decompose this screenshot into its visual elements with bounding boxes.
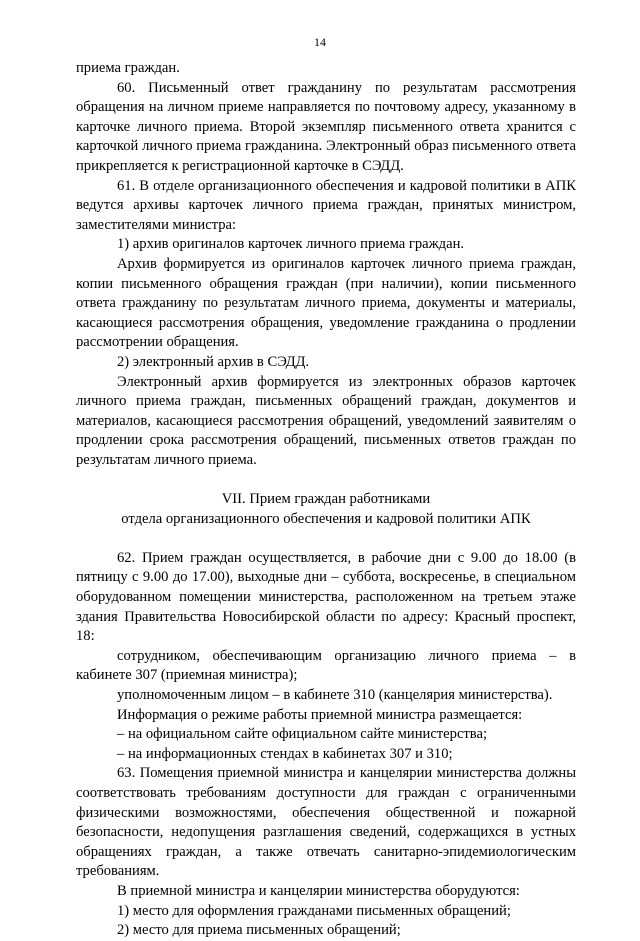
list-item: – на официальном сайте официальном сайте министерства; bbox=[117, 726, 488, 743]
list-item-1: 1) архив оригиналов карточек личного приема граждан. bbox=[117, 236, 465, 253]
paragraph-60: 60. Письменный ответ гражданину по результатам рассмотрения обращения на личном приеме направляется по почтовому адресу, указанному в карточке личного приема. Второй экземпляр письменного ответа хранится с карточкой личного приема гражданина. Электронный образ письменного ответа прикрепляется к регистрационной карточке в СЭДД. bbox=[76, 79, 576, 174]
paragraph: уполномоченным лицом – в кабинете 310 (канцелярия министерства). bbox=[117, 687, 553, 703]
paragraph: приема граждан. bbox=[76, 60, 180, 76]
paragraph-61: 61. В отделе организационного обеспечения и кадровой политики в АПК ведутся архивы карточек личного приема граждан, принятых министром, заместителями министра: bbox=[76, 177, 576, 233]
spacer bbox=[76, 470, 576, 490]
list-item-2: 2) место для приема письменных обращений; bbox=[117, 922, 401, 939]
section-subheading: отдела организационного обеспечения и кадровой политики АПК bbox=[121, 510, 531, 527]
paragraph: сотрудником, обеспечивающим организацию личного приема – в кабинете 307 (приемная министра); bbox=[76, 647, 576, 684]
section-heading: VII. Прием граждан работниками bbox=[221, 491, 431, 508]
spacer bbox=[76, 529, 576, 549]
paragraph: В приемной министра и канцелярии министерства оборудуются: bbox=[117, 882, 520, 899]
list-item-2: 2) электронный архив в СЭДД. bbox=[117, 353, 310, 370]
paragraph: Архив формируется из оригиналов карточек личного приема граждан, копии письменного обращения граждан (при наличии), копии письменного ответа гражданину по результатам личного приема, документы и материалы, касающиеся рассмотрения обращения, уведомление гражданина о продлении рассмотрении обращения. bbox=[76, 255, 576, 351]
document-body bbox=[76, 59, 576, 941]
paragraph: Информация о режиме работы приемной министра размещается: bbox=[117, 706, 523, 723]
list-item: – на информационных стендах в кабинетах 307 и 310; bbox=[117, 745, 453, 762]
list-item-1: 1) место для оформления гражданами письменных обращений; bbox=[117, 902, 511, 919]
page-number: 14 bbox=[314, 35, 326, 49]
paragraph-63: 63. Помещения приемной министра и канцелярии министерства должны соответствовать требованиям доступности для граждан с ограниченными физическими возможностями, обеспечения общественной и пожарной безопасности, недопущения разглашения сведений, содержащихся в устных обращениях граждан, а также отвечать санитарно-эпидемиологическим требованиям. bbox=[76, 765, 576, 880]
paragraph: Электронный архив формируется из электронных образов карточек личного приема граждан, письменных обращений граждан, документов и материалов, касающиеся рассмотрения обращений, уведомлений заявителям о продлении срока рассмотрения обращений, письменных ответов граждан по результатам личного приема. bbox=[76, 373, 576, 468]
paragraph-62: 62. Прием граждан осуществляется, в рабочие дни с 9.00 до 18.00 (в пятницу с 9.00 до 17.00), выходные дни – суббота, воскресенье, в специальном оборудованном помещении министерства, расположенном на третьем этаже здания Правительства Новосибирской области по адресу: Красный проспект, 18: bbox=[76, 549, 576, 645]
